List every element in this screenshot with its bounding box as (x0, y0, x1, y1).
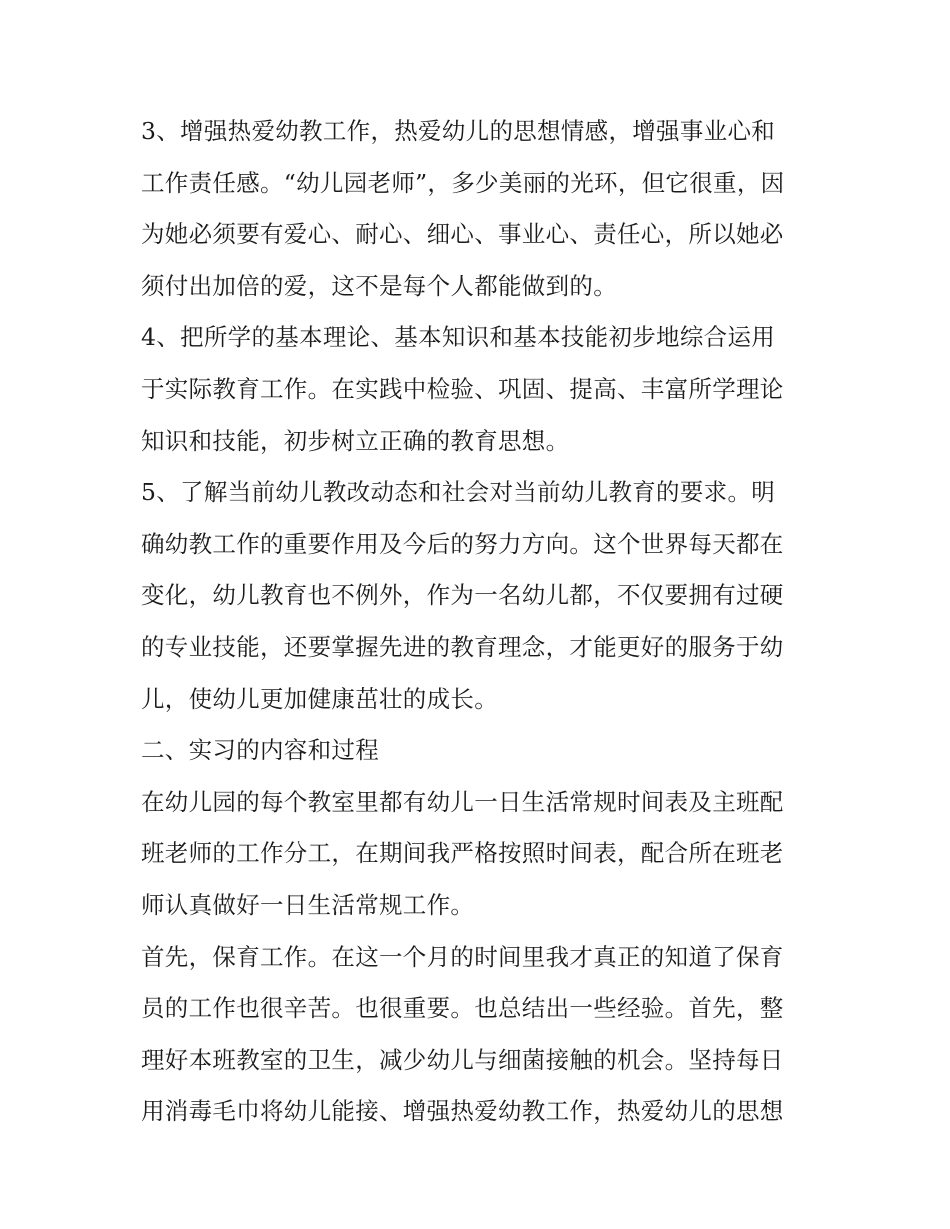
text-line-3: 为她必须要有爱心、耐心、细心、事业心、责任心，所以她必 (141, 220, 784, 249)
text-line-5: 4、把所学的基本理论、基本知识和基本技能初步地综合运用 (141, 323, 776, 352)
text-line-11: 的专业技能，还要掌握先进的教育理念，才能更好的服务于幼 (141, 632, 784, 661)
section-heading: 二、实习的内容和过程 (141, 736, 379, 765)
text-line-1: 3、增强热爱幼教工作，热爱幼儿的思想情感，增强事业心和 (141, 117, 776, 145)
document-body (141, 106, 821, 1138)
text-line-20: 用消毒毛巾将幼儿能接、增强热爱幼教工作，热爱幼儿的思想 (141, 1097, 784, 1126)
text-line-7: 知识和技能，初步树立正确的教育思想。 (141, 426, 570, 455)
text-line-14: 在幼儿园的每个教室里都有幼儿一日生活常规时间表及主班配 (141, 787, 784, 816)
text-line-9: 确幼教工作的重要作用及今后的努力方向。这个世界每天都在 (141, 529, 784, 558)
text-line-10: 变化，幼儿教育也不例外，作为一名幼儿都，不仅要拥有过硬 (141, 581, 784, 610)
text-line-16: 师认真做好一日生活常规工作。 (141, 890, 475, 919)
text-line-18: 员的工作也很辛苦。也很重要。也总结出一些经验。首先，整 (141, 994, 784, 1023)
text-line-6: 于实际教育工作。在实践中检验、巩固、提高、丰富所学理论 (141, 374, 784, 403)
text-line-12: 儿，使幼儿更加健康茁壮的成长。 (141, 684, 498, 713)
text-line-8: 5、了解当前幼儿教改动态和社会对当前幼儿教育的要求。明 (141, 478, 776, 507)
text-line-2: 工作责任感。“幼儿园老师”，多少美丽的光环，但它很重，因 (141, 168, 785, 197)
text-line-19: 理好本班教室的卫生，减少幼儿与细菌接触的机会。坚持每日 (141, 1045, 784, 1074)
text-line-17: 首先，保育工作。在这一个月的时间里我才真正的知道了保育 (141, 942, 784, 971)
text-line-4: 须付出加倍的爱，这不是每个人都能做到的。 (141, 271, 617, 300)
text-line-15: 班老师的工作分工，在期间我严格按照时间表，配合所在班老 (141, 839, 784, 868)
